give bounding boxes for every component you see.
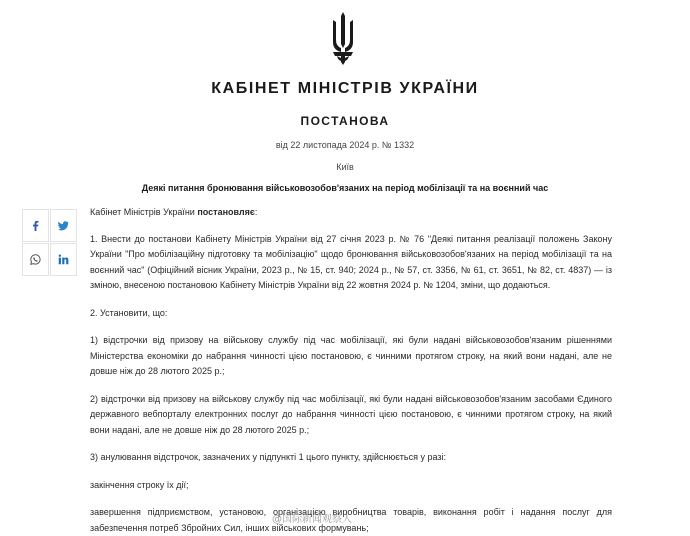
subitem-3-case-1: закінчення строку їх дії;: [90, 479, 189, 490]
document-date: від 22 листопада 2024 р. № 1332: [275, 140, 415, 150]
intro-prefix: Кабінет Міністрів України: [90, 207, 198, 217]
subitem-1: 1) відстрочки від призову на військову службу під час мобілізації, які були надані військовозобов'язаним рішеннями Міністерства економіки до набрання чинності цією постановою, є чинними протягом строку, на який вони надані, але не довше ніж до 28 лютого 2025 р.;: [90, 335, 612, 376]
subitem-2: 2) відстрочки від призову на військову службу під час мобілізації, які були надані військовозобов'язаним засобами Єдиного державного вебпорталу електронних послуг до набрання чинності цією постановою, є чинними протягом строку, на який вони надані, але не довше ніж до 28 лютого 2025 р.;: [90, 393, 612, 435]
organization-title: КАБІНЕТ МІНІСТРІВ УКРАЇНИ: [211, 80, 479, 97]
subitem-3: 3) анулювання відстрочок, зазначених у підпункті 1 цього пункту, здійснюється у разі:: [90, 452, 447, 462]
subitem-3-case-2: завершення підприємством, установою, організацією виробництва товарів, виконання робіт і надання послуг для забезпечення потреб Збройних Сил, інших військових формувань;: [90, 507, 612, 533]
document-type: ПОСТАНОВА: [300, 114, 390, 128]
paragraph-1: 1. Внести до постанови Кабінету Міністрів України від 27 січня 2023 р. № 76 "Деякі питання реалізації положень Закону України "Про мобілізаційну підготовку та мобілізацію" щодо бронювання військовозобов'язаних на період мобілізації та на воєнний час" (Офіційний вісник України, 2023 р., № 15, ст. 940; 2024 р., № 57, ст. 3356, № 61, ст. 3651, № 82, ст. 4837) — із зміною, внесеною постановою Кабінету Міністрів України від 22 жовтня 2024 р. № 1204, зміни, що додаються.: [90, 233, 612, 290]
intro-suffix: :: [254, 207, 258, 217]
facebook-icon: [30, 220, 41, 231]
trident-icon: [325, 10, 361, 66]
document-body: [90, 205, 612, 536]
intro-bold: постановляє: [197, 207, 255, 217]
intro-paragraph: [90, 205, 612, 221]
twitter-icon: [58, 220, 69, 231]
share-panel: [22, 209, 78, 277]
paragraph-2: 2. Установити, що:: [90, 307, 168, 318]
watermark: @国际新闻观察人: [272, 514, 352, 525]
document-city: Київ: [336, 162, 354, 172]
share-whatsapp-button[interactable]: [22, 243, 49, 276]
share-twitter-button[interactable]: [50, 209, 77, 242]
share-linkedin-button[interactable]: [50, 243, 77, 276]
document-heading: Деякі питання бронювання військовозобов'язаних на період мобілізації та на воєнний час: [141, 183, 549, 193]
ukraine-trident-emblem: [325, 10, 361, 66]
share-facebook-button[interactable]: [22, 209, 49, 242]
linkedin-icon: [58, 254, 69, 265]
whatsapp-icon: [30, 254, 41, 265]
